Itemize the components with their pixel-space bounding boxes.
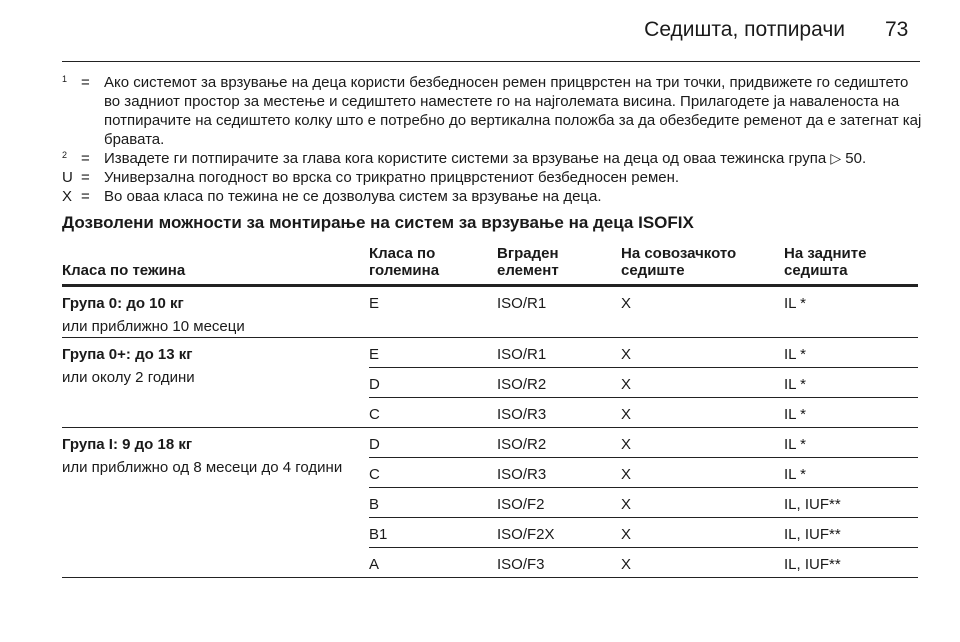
column-header-size-class: Класа по големина: [369, 245, 497, 286]
size-class-cell: D: [369, 428, 497, 458]
weight-group-description: или приближно 10 месеци: [62, 318, 245, 335]
footnote-u: [62, 168, 922, 187]
size-class-cell: E: [369, 338, 497, 368]
fixture-cell: ISO/R1: [497, 286, 621, 338]
fixture-cell: ISO/R3: [497, 458, 621, 488]
rear-seats-cell: IL *: [784, 338, 918, 368]
header-divider: [62, 61, 920, 62]
weight-class-cell: [62, 428, 369, 578]
fixture-cell: ISO/R2: [497, 368, 621, 398]
size-class-cell: B: [369, 488, 497, 518]
footnote-equals: =: [81, 74, 90, 91]
footnote-key: 1: [62, 74, 68, 84]
column-header-front-passenger-seat: На совозачкото седиште: [621, 245, 784, 286]
size-class-cell: B1: [369, 518, 497, 548]
fixture-cell: ISO/R2: [497, 428, 621, 458]
footnote-key: X: [62, 188, 73, 205]
rear-seats-cell: IL, IUF**: [784, 518, 918, 548]
footnote-equals: =: [81, 150, 90, 167]
front-seat-cell: X: [621, 286, 784, 338]
fixture-cell: ISO/F2: [497, 488, 621, 518]
fixture-cell: ISO/F3: [497, 548, 621, 578]
footnote-1: [62, 73, 922, 149]
rear-seats-cell: IL *: [784, 368, 918, 398]
column-header-fixture: Вграден елемент: [497, 245, 621, 286]
page-reference-icon: ▷: [830, 150, 842, 166]
size-class-cell: C: [369, 398, 497, 428]
front-seat-cell: X: [621, 368, 784, 398]
weight-group-description: или околу 2 години: [62, 369, 195, 386]
footnote-text: Универзална погодност во врска со трикратно прицврстениот безбедносен ремен.: [104, 169, 680, 186]
table-body: [62, 286, 918, 578]
size-class-cell: E: [369, 286, 497, 338]
footnote-text: Ако системот за врзување на деца користи безбедносен ремен прицврстен на три точки, придвижете го седиштето во задниот простор за местење и седиштето наместете го на најголемата висина. Прилагодете ја наваленоста на потпирачите на седиштето колку што е потребно до вертикална положба за да обезбедите ременот да е затегнат кај бравата.: [104, 74, 922, 148]
footnote-text: [104, 149, 922, 168]
page-title: Седишта, потпирачи: [644, 18, 845, 41]
isofix-table: [62, 245, 918, 578]
page-reference[interactable]: 50.: [845, 150, 867, 167]
footnotes: [62, 73, 922, 206]
front-seat-cell: X: [621, 458, 784, 488]
weight-group-description: или приближно од 8 месеци до 4 години: [62, 459, 343, 476]
footnote-x: [62, 187, 922, 206]
fixture-cell: ISO/R3: [497, 398, 621, 428]
footnote-equals: =: [81, 188, 90, 205]
weight-class-cell: [62, 338, 369, 428]
footnote-key: 2: [62, 150, 68, 160]
front-seat-cell: X: [621, 398, 784, 428]
section-title: Дозволени можности за монтирање на систем за врзување на деца ISOFIX: [62, 213, 694, 232]
front-seat-cell: X: [621, 428, 784, 458]
weight-group-name: Група 0+: до 13 кг: [62, 346, 193, 363]
footnote-equals: =: [81, 169, 90, 186]
fixture-cell: ISO/R1: [497, 338, 621, 368]
table-header-row: [62, 245, 918, 286]
footnote-body: Извадете ги потпирачите за глава кога користите системи за врзување на деца од оваа тежинска група: [104, 150, 827, 167]
rear-seats-cell: IL *: [784, 428, 918, 458]
table-row: [62, 286, 918, 338]
footnote-text: Во оваа класа по тежина не се дозволува систем за врзување на деца.: [104, 188, 602, 205]
table-row: [62, 338, 918, 368]
weight-group-name: Група I: 9 до 18 кг: [62, 436, 193, 453]
rear-seats-cell: IL *: [784, 398, 918, 428]
page-number: 73: [885, 18, 909, 41]
table-row: [62, 428, 918, 458]
rear-seats-cell: IL *: [784, 458, 918, 488]
front-seat-cell: X: [621, 338, 784, 368]
footnote-key: U: [62, 169, 73, 186]
footnote-2: [62, 149, 922, 168]
size-class-cell: D: [369, 368, 497, 398]
front-seat-cell: X: [621, 488, 784, 518]
size-class-cell: C: [369, 458, 497, 488]
front-seat-cell: X: [621, 518, 784, 548]
weight-group-name: Група 0: до 10 кг: [62, 295, 184, 312]
column-header-rear-seats: На задните седишта: [784, 245, 918, 286]
size-class-cell: A: [369, 548, 497, 578]
page-header: [0, 0, 960, 62]
rear-seats-cell: IL, IUF**: [784, 548, 918, 578]
fixture-cell: ISO/F2X: [497, 518, 621, 548]
front-seat-cell: X: [621, 548, 784, 578]
column-header-weight-class: Класа по тежина: [62, 245, 369, 286]
rear-seats-cell: IL *: [784, 286, 918, 338]
rear-seats-cell: IL, IUF**: [784, 488, 918, 518]
weight-class-cell: [62, 286, 369, 338]
